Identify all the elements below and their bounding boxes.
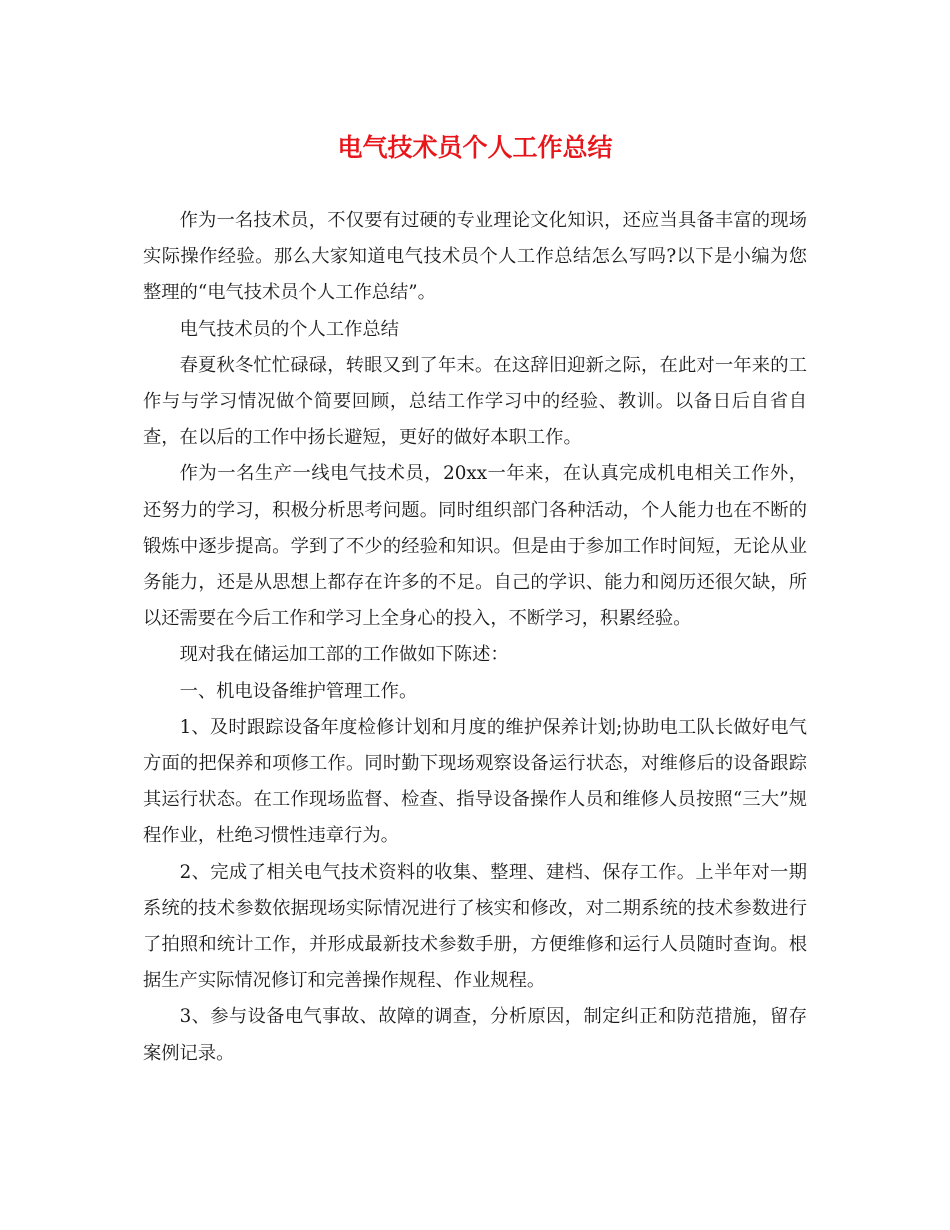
section-heading: 电气技术员的个人工作总结 <box>179 318 399 340</box>
item-2-paragraph: 2、完成了相关电气技术资料的收集、整理、建档、保存工作。上半年对一期系统的技术参数依据现场实际情况进行了核实和修改，对二期系统的技术参数进行了拍照和统计工作，并形成最新技术参数手册，方便维修和运行人员随时查询。根据生产实际情况修订和完善操作规程、作业规程。 <box>143 861 807 992</box>
document-body <box>143 203 807 1072</box>
item-3-paragraph: 3、参与设备电气事故、故障的调查，分析原因，制定纠正和防范措施，留存案例记录。 <box>143 1006 807 1064</box>
item-1-paragraph: 1、及时跟踪设备年度检修计划和月度的维护保养计划;协助电工队长做好电气方面的把保养和项修工作。同时勤下现场观察设备运行状态，对维修后的设备跟踪其运行状态。在工作现场监督、检查、指导设备操作人员和维修人员按照“三大”规程作业，杜绝习惯性违章行为。 <box>143 716 807 847</box>
paragraph-experience: 作为一名生产一线电气技术员，20xx一年来，在认真完成机电相关工作外，还努力的学习，积极分析思考问题。同时组织部门各种活动，个人能力也在不断的锻炼中逐步提高。学到了不少的经验和知识。但是由于参加工作时间短，无论从业务能力，还是从思想上都存在许多的不足。自己的学识、能力和阅历还很欠缺，所以还需要在今后工作和学习上全身心的投入，不断学习，积累经验。 <box>143 463 807 630</box>
paragraph-review: 春夏秋冬忙忙碌碌，转眼又到了年末。在这辞旧迎新之际，在此对一年来的工作与与学习情况做个简要回顾，总结工作学习中的经验、教训。以备日后自省自查，在以后的工作中扬长避短，更好的做好本职工作。 <box>143 354 807 449</box>
document-title: 电气技术员个人工作总结 <box>337 133 613 162</box>
subheading-equipment: 一、机电设备维护管理工作。 <box>179 680 418 702</box>
intro-paragraph: 作为一名技术员，不仅要有过硬的专业理论文化知识，还应当具备丰富的现场实际操作经验。那么大家知道电气技术员个人工作总结怎么写吗?以下是小编为您整理的“电气技术员个人工作总结”。 <box>143 210 807 304</box>
paragraph-statement: 现对我在储运加工部的工作做如下陈述： <box>179 644 509 666</box>
